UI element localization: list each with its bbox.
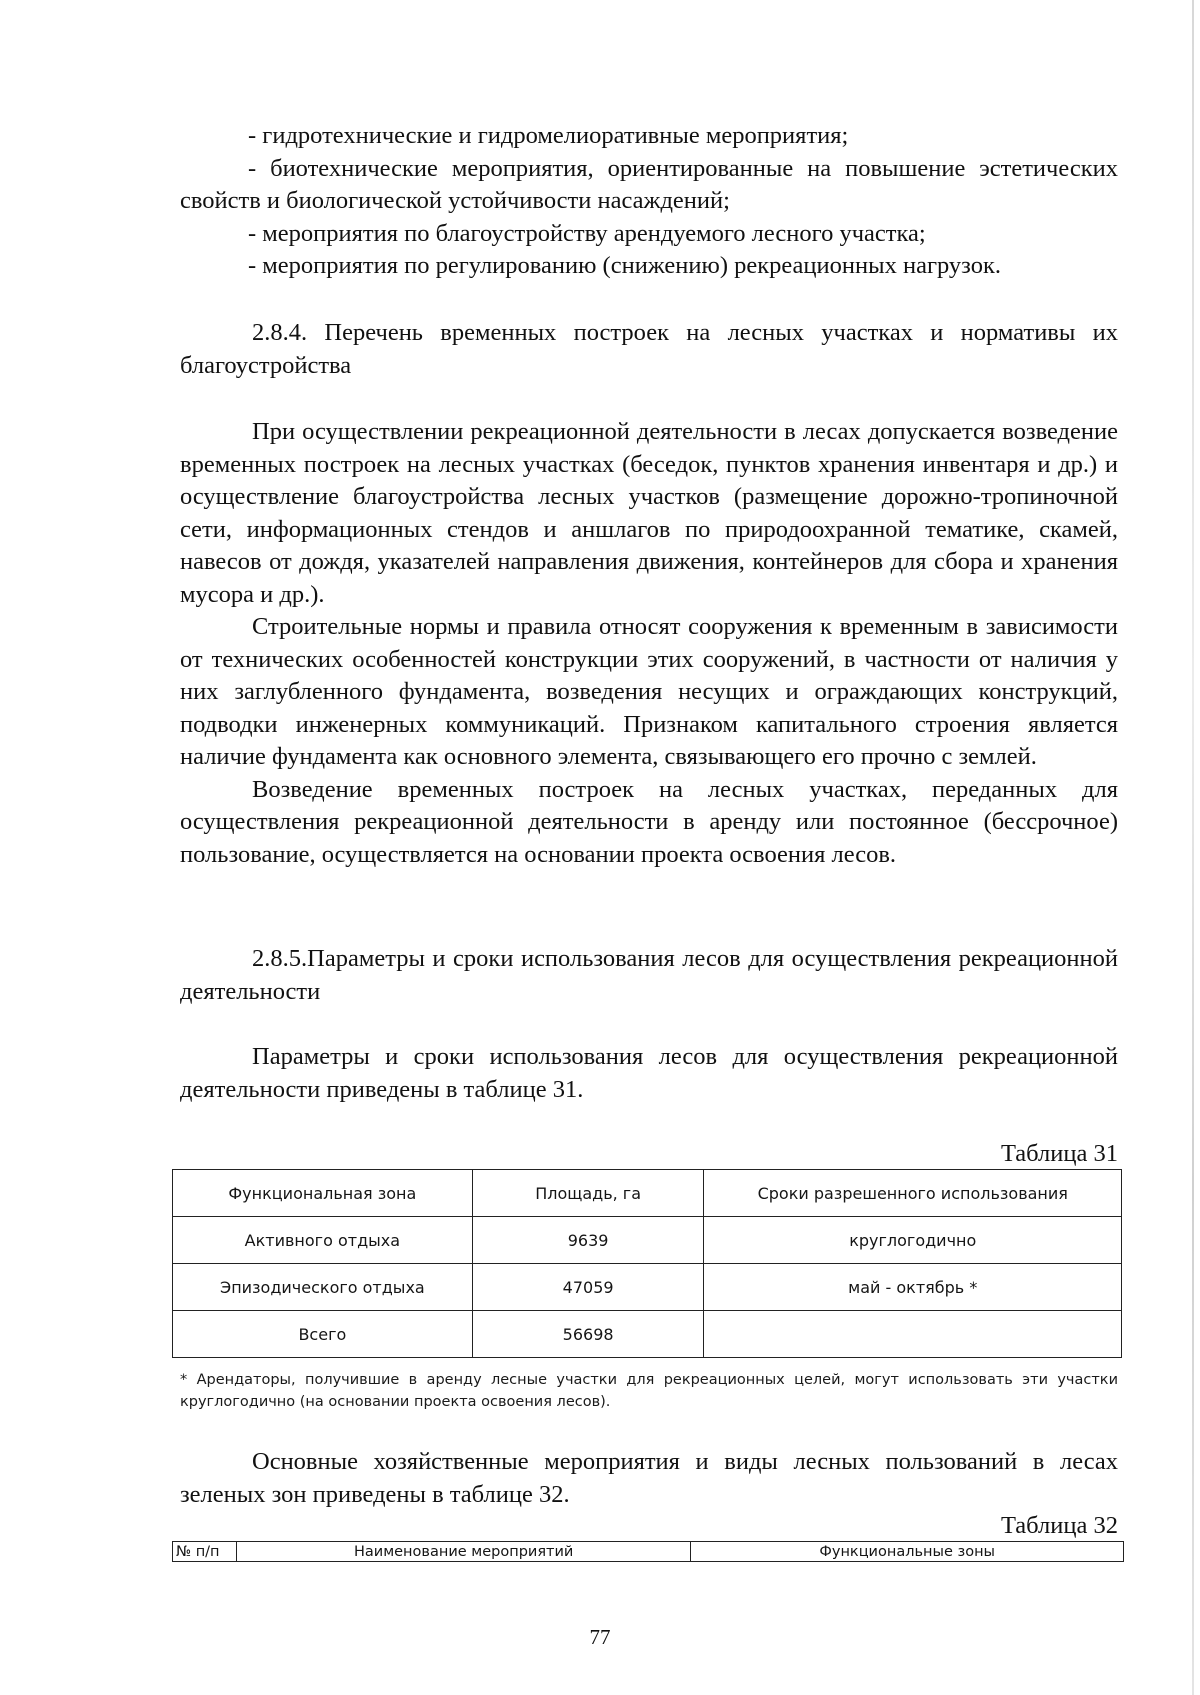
table-cell: 9639 bbox=[472, 1217, 704, 1264]
column-header: Площадь, га bbox=[472, 1170, 704, 1217]
list-item: - мероприятия по благоустройству арендуемого лесного участка; bbox=[248, 219, 926, 247]
table-header-row bbox=[173, 1542, 1124, 1562]
paragraph: Строительные нормы и правила относят сооружения к временным в зависимости от технических особенностей конструкции этих сооружений, в частности от наличия у них заглубленного фундамента, возведения несущих и ограждающих конструкций, подводки инженерных коммуникаций. Признаком капитального строения является наличие фундамента как основного элемента, связывающего его прочно с землей. bbox=[180, 613, 1118, 770]
section-heading-2-8-5: 2.8.5.Параметры и сроки использования лесов для осуществления рекреационной деятельности bbox=[180, 945, 1118, 1005]
list-item: - гидротехнические и гидромелиоративные мероприятия; bbox=[248, 122, 849, 149]
table-cell bbox=[704, 1311, 1122, 1358]
table-cell: Всего bbox=[173, 1311, 473, 1358]
table-cell: май - октябрь * bbox=[704, 1264, 1122, 1311]
table-32-caption: Таблица 32 bbox=[1000, 1512, 1118, 1539]
paragraph: Возведение временных построек на лесных участках, переданных для осуществления рекреационной деятельности в аренду или постоянное (бессрочное) пользование, осуществляется на основании проекта освоения лесов. bbox=[180, 775, 1118, 868]
section-2-8-4-body bbox=[180, 416, 1118, 871]
column-header: № п/п bbox=[173, 1542, 237, 1562]
table-cell: Активного отдыха bbox=[173, 1217, 473, 1264]
table-32 bbox=[172, 1541, 1124, 1562]
column-header: Функциональная зона bbox=[173, 1170, 473, 1217]
table-cell: 47059 bbox=[472, 1264, 704, 1311]
table-row bbox=[173, 1311, 1122, 1358]
paragraph: При осуществлении рекреационной деятельности в лесах допускается возведение временных построек на лесных участках (беседок, пунктов хранения инвентаря и др.) и осуществление благоустройства лесных участков (размещение дорожно-тропиночной сети, информационных стендов и аншлагов по природоохранной тематике, скамей, навесов от дождя, указателей направления движения, контейнеров для сбора и хранения мусора и др.). bbox=[180, 418, 1118, 608]
table-cell: круглогодично bbox=[704, 1217, 1122, 1264]
table-31-caption: Таблица 31 bbox=[1000, 1140, 1118, 1167]
table-row bbox=[173, 1217, 1122, 1264]
table-cell: 56698 bbox=[472, 1311, 704, 1358]
table-row bbox=[173, 1264, 1122, 1311]
table-31-footnote: * Арендаторы, получившие в аренду лесные участки для рекреационных целей, могут использовать эти участки круглогодично (на основании проекта освоения лесов). bbox=[180, 1372, 1118, 1410]
paragraph: Параметры и сроки использования лесов для осуществления рекреационной деятельности приведены в таблице 31. bbox=[180, 1043, 1118, 1103]
measures-list bbox=[180, 120, 1118, 283]
table-cell: Эпизодического отдыха bbox=[173, 1264, 473, 1311]
table-header-row bbox=[173, 1170, 1122, 1217]
column-header: Наименование мероприятий bbox=[236, 1542, 691, 1562]
section-2-8-5-body bbox=[180, 1041, 1118, 1106]
column-header: Функциональные зоны bbox=[691, 1542, 1124, 1562]
column-header: Сроки разрешенного использования bbox=[704, 1170, 1122, 1217]
section-heading-2-8-4: 2.8.4. Перечень временных построек на лесных участках и нормативы их благоустройства bbox=[180, 319, 1118, 379]
page-number: 77 bbox=[589, 1625, 611, 1649]
list-item: - мероприятия по регулированию (снижению) рекреационных нагрузок. bbox=[248, 252, 1001, 279]
list-item: - биотехнические мероприятия, ориентированные на повышение эстетических свойств и биологической устойчивости насаждений; bbox=[180, 154, 1118, 214]
table-31 bbox=[172, 1169, 1122, 1358]
table-32-intro: Основные хозяйственные мероприятия и виды лесных пользований в лесах зеленых зон приведены в таблице 32. bbox=[180, 1448, 1118, 1508]
scan-edge bbox=[1192, 0, 1194, 1695]
